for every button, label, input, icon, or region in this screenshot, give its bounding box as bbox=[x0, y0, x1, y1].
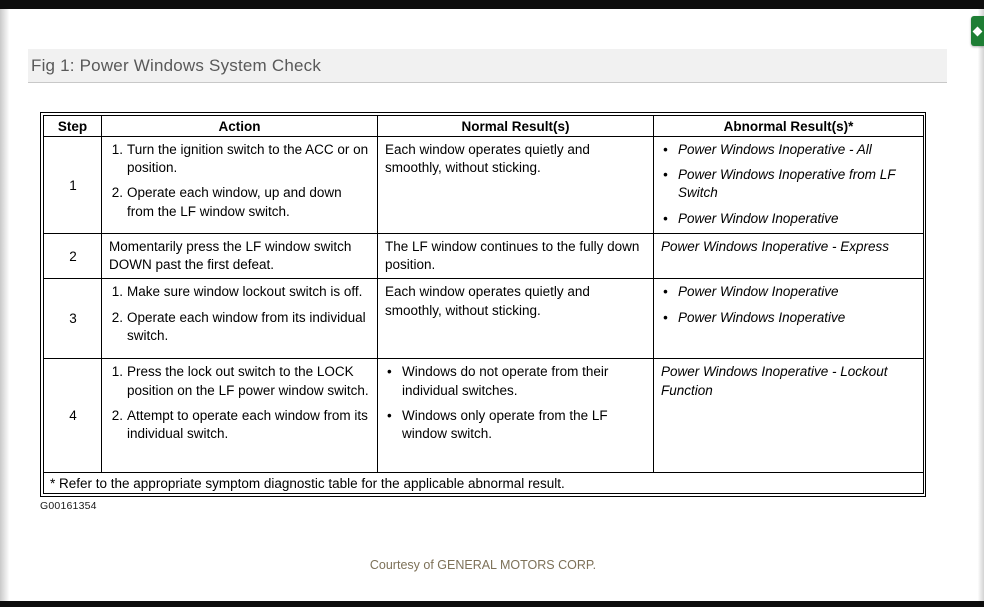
side-panel-button[interactable] bbox=[971, 16, 984, 46]
bullet-icon: • bbox=[663, 284, 668, 300]
header-abnormal: Abnormal Result(s)* bbox=[654, 116, 924, 137]
document-body bbox=[40, 112, 926, 572]
courtesy-line: Courtesy of GENERAL MOTORS CORP. bbox=[369, 558, 597, 573]
cell-text: Make sure window lockout switch is off. bbox=[127, 284, 363, 300]
page-title: Fig 1: Power Windows System Check bbox=[31, 55, 322, 75]
table-header-row bbox=[44, 116, 924, 137]
header-step: Step bbox=[44, 116, 102, 137]
right-page-edge bbox=[978, 9, 984, 601]
cell-text: Power Window Inoperative bbox=[678, 210, 839, 226]
cell-text: The LF window continues to the fully down position. bbox=[385, 239, 640, 273]
cell-text: Windows only operate from the LF window switch. bbox=[402, 407, 608, 442]
top-border-bar bbox=[0, 0, 984, 9]
cell-text: Power Windows Inoperative - Lockout Function bbox=[661, 364, 888, 398]
bottom-border-bar bbox=[0, 601, 984, 607]
normal-result-cell bbox=[378, 234, 654, 279]
bullet-icon: • bbox=[663, 142, 668, 157]
list-number: 2. bbox=[111, 309, 123, 325]
list-number: 1. bbox=[111, 284, 123, 300]
header-action: Action bbox=[102, 116, 378, 137]
normal-result-cell bbox=[378, 137, 654, 234]
cell-text: Each window operates quietly and smoothly, without sticking. bbox=[385, 142, 590, 176]
cell-text: Turn the ignition switch to the ACC or on position. bbox=[127, 142, 369, 176]
step-cell: 1 bbox=[44, 137, 102, 234]
action-cell bbox=[102, 359, 378, 473]
table-footnote: * Refer to the appropriate symptom diagnostic table for the applicable abnormal result. bbox=[44, 473, 924, 494]
left-page-edge bbox=[0, 9, 9, 601]
bullet-icon: • bbox=[387, 407, 392, 423]
cell-text: Attempt to operate each window from its individual switch. bbox=[127, 407, 368, 442]
cell-text: Power Window Inoperative bbox=[678, 284, 839, 300]
cell-text: Each window operates quietly and smoothly, without sticking. bbox=[385, 284, 590, 318]
table-outer-border bbox=[40, 112, 926, 497]
bullet-icon: • bbox=[663, 210, 668, 226]
arrow-icon bbox=[973, 26, 983, 36]
list-number: 1. bbox=[111, 364, 123, 380]
abnormal-result-cell bbox=[654, 234, 924, 279]
cell-text: Momentarily press the LF window switch DOWN past the first defeat. bbox=[109, 239, 352, 273]
action-cell bbox=[102, 137, 378, 234]
figure-id: G00161354 bbox=[40, 500, 97, 513]
cell-text: Press the lock out switch to the LOCK position on the LF power window switch. bbox=[127, 364, 369, 398]
normal-result-cell bbox=[378, 279, 654, 359]
figure-title-band bbox=[28, 49, 947, 83]
cell-text: Power Windows Inoperative from LF Switch bbox=[678, 167, 896, 201]
header-normal: Normal Result(s) bbox=[378, 116, 654, 137]
step-cell: 4 bbox=[44, 359, 102, 473]
list-number: 2. bbox=[111, 185, 123, 201]
cell-text: Windows do not operate from their individual switches. bbox=[402, 364, 609, 398]
cell-text: Power Windows Inoperative - All bbox=[678, 142, 872, 157]
table-row-step-1 bbox=[44, 137, 924, 234]
normal-result-cell bbox=[378, 359, 654, 473]
cell-text: Power Windows Inoperative bbox=[678, 309, 846, 325]
list-number: 2. bbox=[111, 407, 123, 423]
table-row-step-4 bbox=[44, 359, 924, 473]
cell-text: Operate each window, up and down from the LF window switch. bbox=[127, 185, 342, 219]
abnormal-result-cell bbox=[654, 137, 924, 234]
cell-text: Power Windows Inoperative - Express bbox=[661, 239, 889, 254]
table-body bbox=[44, 137, 924, 473]
bullet-icon: • bbox=[387, 364, 392, 380]
table-row-step-3 bbox=[44, 279, 924, 359]
action-cell bbox=[102, 279, 378, 359]
step-cell: 2 bbox=[44, 234, 102, 279]
abnormal-result-cell bbox=[654, 359, 924, 473]
system-check-table bbox=[43, 115, 924, 494]
abnormal-result-cell bbox=[654, 279, 924, 359]
step-cell: 3 bbox=[44, 279, 102, 359]
table-row-step-2 bbox=[44, 234, 924, 279]
bullet-icon: • bbox=[663, 167, 668, 183]
cell-text: Operate each window from its individual switch. bbox=[127, 309, 366, 343]
bullet-icon: • bbox=[663, 309, 668, 325]
list-number: 1. bbox=[111, 142, 123, 157]
footnote-row bbox=[44, 473, 924, 494]
action-cell bbox=[102, 234, 378, 279]
